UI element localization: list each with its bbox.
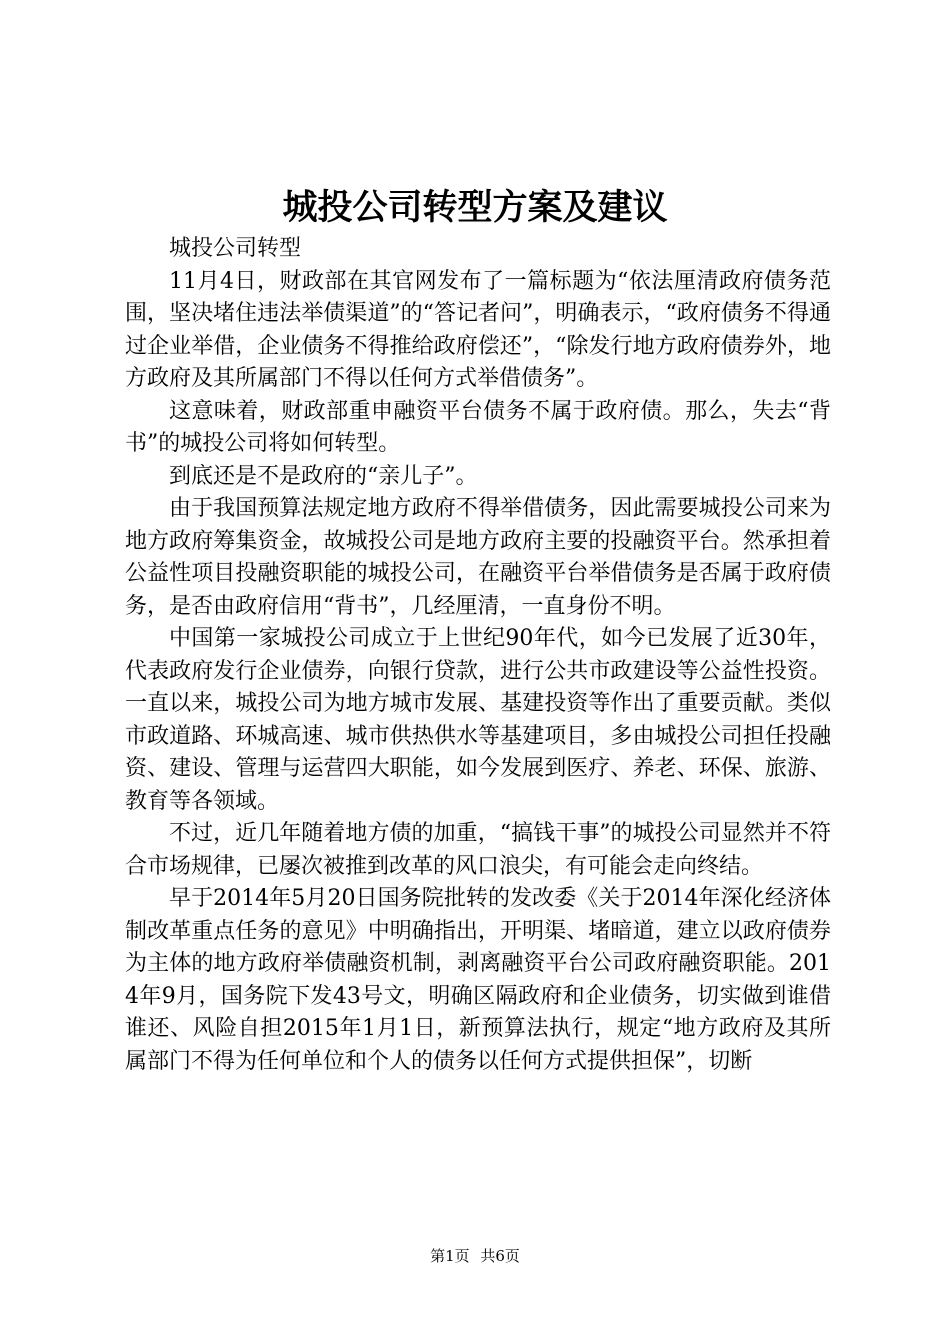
paragraph: 城投公司转型 (169, 236, 302, 261)
paragraph: 11月4日，财政部在其官网发布了一篇标题为“依法厘清政府债务范围，坚决堵住违法举债渠道”的“答记者问”，明确表示，“政府债务不得通过企业举借，企业债务不得推给政府偿还”，“除发行地方政府债券外，地方政府及其所属部门不得以任何方式举借债务”。 (125, 268, 831, 391)
paragraph: 到底还是不是政府的“亲儿子”。 (169, 463, 478, 489)
page-total: 共6页 (480, 1247, 520, 1265)
paragraph: 中国第一家城投公司成立于上世纪90年代，如今已发展了近30年，代表政府发行企业债券，向银行贷款，进行公共市政建设等公益性投资。一直以来，城投公司为地方城市发展、基建投资等作出了重要贡献。类似市政道路、环城高速、城市供热供水等基建项目，多由城投公司担任投融资、建设、管理与运营四大职能，如今发展到医疗、养老、环保、旅游、教育等各领域。 (125, 626, 831, 814)
paragraph: 这意味着，财政部重申融资平台债务不属于政府债。那么，失去“背书”的城投公司将如何转型。 (125, 398, 831, 456)
paragraph: 早于2014年5月20日国务院批转的发改委《关于2014年深化经济体制改革重点任务的意见》中明确指出，开明渠、堵暗道，建立以政府债券为主体的地方政府举债融资机制，剥离融资平台公司政府融资职能。2014年9月，国务院下发43号文，明确区隔政府和企业债务，切实做到谁借谁还、风险自担2015年1月1日，新预算法执行，规定“地方政府及其所属部门不得为任何单位和个人的债务以任何方式提供担保”，切断 (125, 886, 831, 1074)
document-body (125, 233, 831, 1078)
paragraph: 不过，近几年随着地方债的加重，“搞钱干事”的城投公司显然并不符合市场规律，已屡次被推到改革的风口浪尖，有可能会走向终结。 (125, 821, 831, 879)
page-number: 第1页 (430, 1247, 470, 1265)
page-footer (0, 1246, 950, 1266)
paragraph: 由于我国预算法规定地方政府不得举借债务，因此需要城投公司来为地方政府筹集资金，故城投公司是地方政府主要的投融资平台。然承担着公益性项目投融资职能的城投公司，在融资平台举借债务是否属于政府债务，是否由政府信用“背书”，几经厘清，一直身份不明。 (125, 496, 831, 619)
document-title: 城投公司转型方案及建议 (282, 187, 668, 228)
